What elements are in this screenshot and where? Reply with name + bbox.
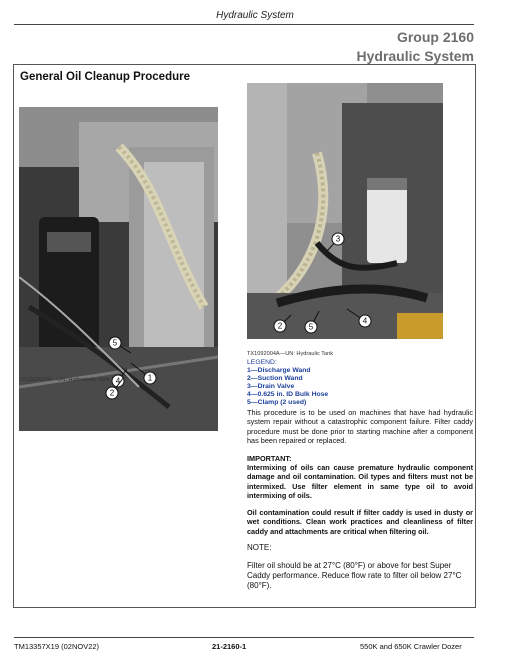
legend-item: 3—Drain Valve: [247, 383, 295, 390]
legend-item: 2—Suction Wand: [247, 375, 303, 382]
important-text-2: Oil contamination could result if filter caddy is used in dusty or wet conditions. Clean work practices and cleanliness of filter caddy and attachments are critical when filtering oil.: [247, 508, 473, 536]
legend-title: LEGEND:: [247, 359, 277, 366]
right-figure-caption: TX1092004A—UN: Hydraulic Tank: [247, 351, 334, 357]
footer-divider: [14, 637, 474, 638]
hydraulic-tank-photo: [247, 83, 443, 339]
group-name: Hydraulic System: [356, 48, 474, 64]
svg-text:4: 4: [115, 376, 121, 386]
svg-text:3: 3: [335, 234, 341, 244]
running-header: Hydraulic System: [216, 10, 294, 21]
footer-doc-id: TM13357X19 (02NOV22): [14, 642, 100, 651]
svg-text:2: 2: [277, 321, 283, 331]
footer-page-number: 21-2160-1: [212, 642, 247, 651]
legend-item: 1—Discharge Wand: [247, 367, 311, 374]
legend-item: 4—0.625 in. ID Bulk Hose: [247, 391, 329, 398]
figure-legend: [247, 359, 328, 407]
footer-model: 550K and 650K Crawler Dozer: [360, 642, 462, 651]
svg-text:4: 4: [362, 316, 368, 326]
legend-item: 5—Clamp (2 used): [247, 399, 307, 406]
svg-text:5: 5: [308, 322, 314, 332]
note-text: Filter oil should be at 27°C (80°F) or above for best Super Caddy performance. Reduce flow rate to filter oil below 27°C (80°F).: [247, 561, 462, 591]
left-figure-caption: TX1092003A—UN: Hydrostatic Tank: [19, 377, 110, 383]
section-title: General Oil Cleanup Procedure: [20, 71, 190, 83]
svg-text:1: 1: [147, 373, 153, 383]
intro-paragraph: This procedure is to be used on machines that have had hydraulic system repair without a catastrophic component failure. Filter caddy procedure must be done prior to starting machine after a component has been repaired or replaced.: [247, 408, 473, 446]
group-heading: [357, 28, 475, 66]
svg-text:2: 2: [109, 388, 115, 398]
group-number: Group 2160: [396, 29, 474, 45]
header-divider: [14, 24, 474, 25]
svg-text:5: 5: [112, 338, 118, 348]
important-text-1: Intermixing of oils can cause premature hydraulic component damage and oil contamination. Oil types and filters must not be intermixed. Use filter element in same type oil to avoid intermixing of oils.: [247, 463, 473, 501]
note-label: NOTE:: [247, 543, 272, 552]
important-label: IMPORTANT:: [247, 454, 292, 463]
content-frame: [13, 64, 476, 608]
